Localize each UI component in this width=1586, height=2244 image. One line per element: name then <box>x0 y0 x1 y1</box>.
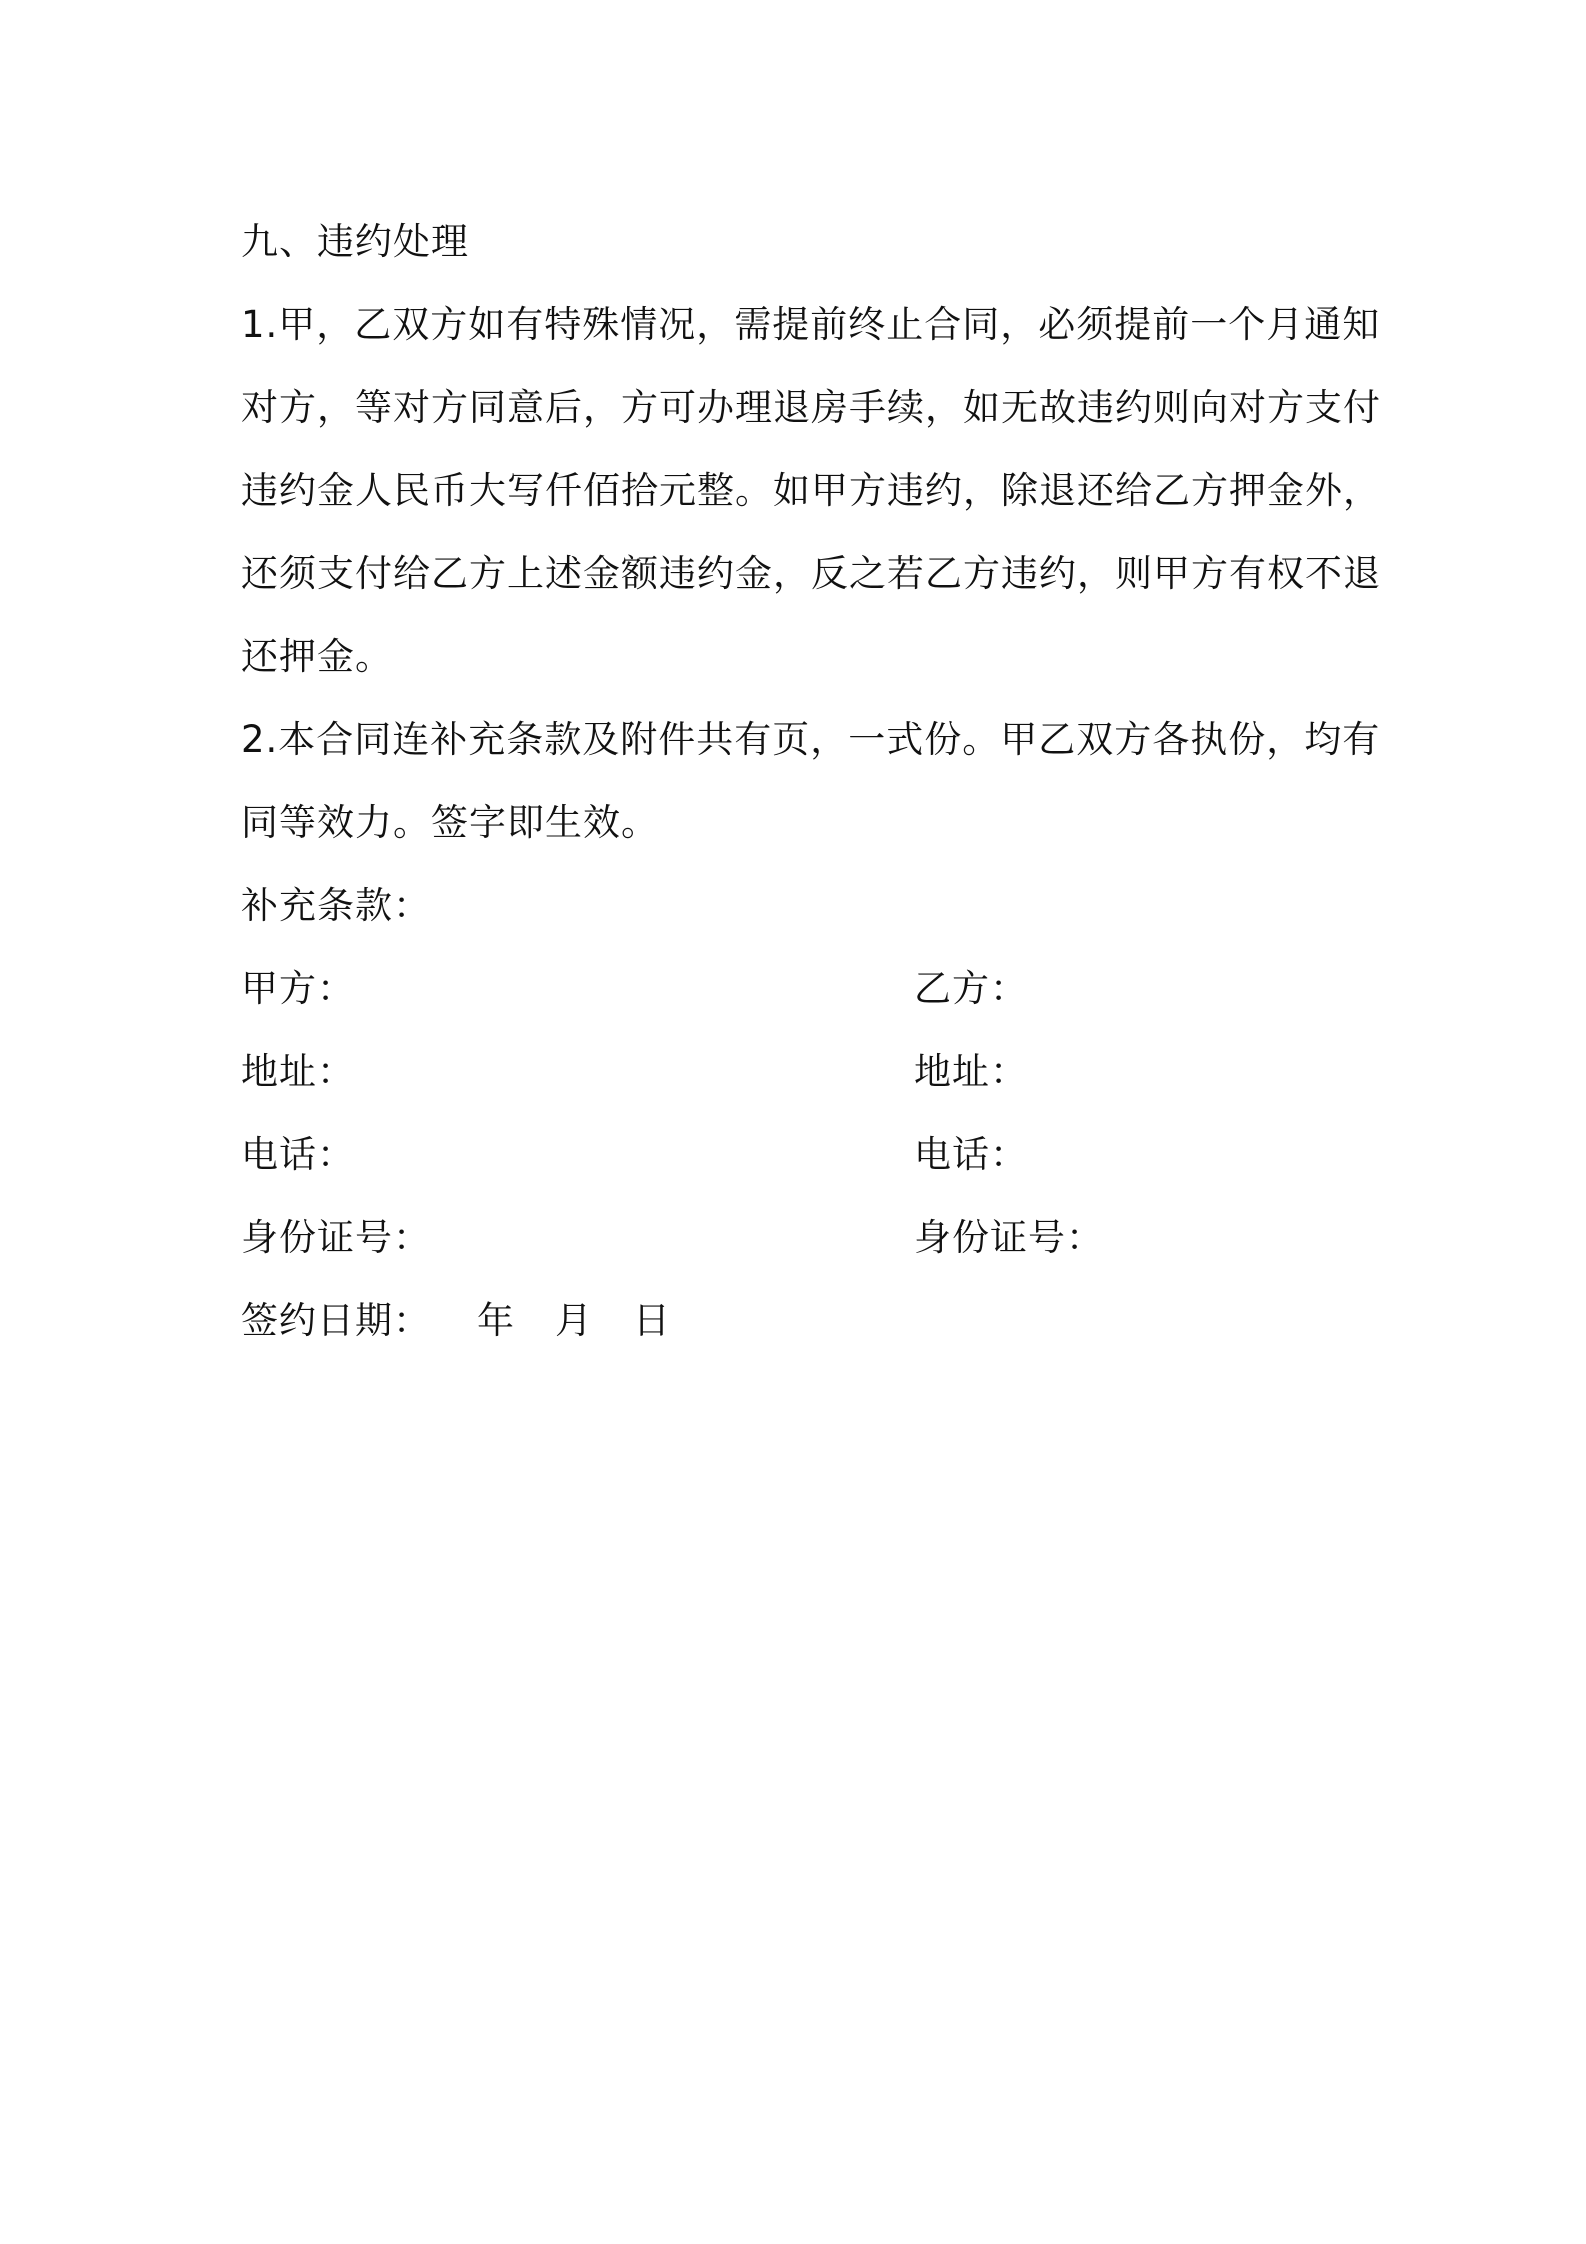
section-title: 九、违约处理 <box>241 220 469 263</box>
sign-date-month: 月 <box>555 1299 593 1342</box>
party-b-phone-label: 电话： <box>914 1133 1028 1176</box>
clause-1-line: 对方，等对方同意后，方可办理退房手续，如无故违约则向对方支付 <box>241 386 1381 429</box>
clause-1-line: 违约金人民币大写仟佰拾元整。如甲方违约，除退还给乙方押金外， <box>241 469 1381 512</box>
clause-2-line: 2.本合同连补充条款及附件共有页，一式份。甲乙双方各执份，均有 <box>241 718 1381 761</box>
clause-1-line: 还须支付给乙方上述金额违约金，反之若乙方违约，则甲方有权不退 <box>241 552 1381 595</box>
sign-date-label: 签约日期： <box>241 1299 431 1342</box>
party-name-row <box>241 947 1351 1030</box>
id-number-row <box>241 1196 1351 1279</box>
supplement-label: 补充条款： <box>241 884 431 927</box>
party-a-id-label: 身份证号： <box>241 1216 431 1259</box>
clause-2-line: 同等效力。签字即生效。 <box>241 801 659 844</box>
address-row <box>241 1030 1351 1113</box>
party-b-address-label: 地址： <box>914 1050 1028 1093</box>
sign-date-day: 日 <box>633 1299 671 1342</box>
party-a-label: 甲方： <box>241 967 355 1010</box>
sign-date-line <box>241 1279 1351 1362</box>
clause-1-line: 还押金。 <box>241 635 393 678</box>
party-a-phone-label: 电话： <box>241 1133 355 1176</box>
phone-row <box>241 1113 1351 1196</box>
clause-1 <box>241 283 1381 698</box>
contract-content <box>241 200 1381 1362</box>
clause-2 <box>241 698 1381 864</box>
sign-date-year: 年 <box>477 1299 515 1342</box>
party-b-label: 乙方： <box>914 967 1028 1010</box>
party-b-id-label: 身份证号： <box>914 1216 1104 1259</box>
clause-1-line: 1.甲，乙双方如有特殊情况，需提前终止合同，必须提前一个月通知 <box>241 303 1381 346</box>
party-a-address-label: 地址： <box>241 1050 355 1093</box>
